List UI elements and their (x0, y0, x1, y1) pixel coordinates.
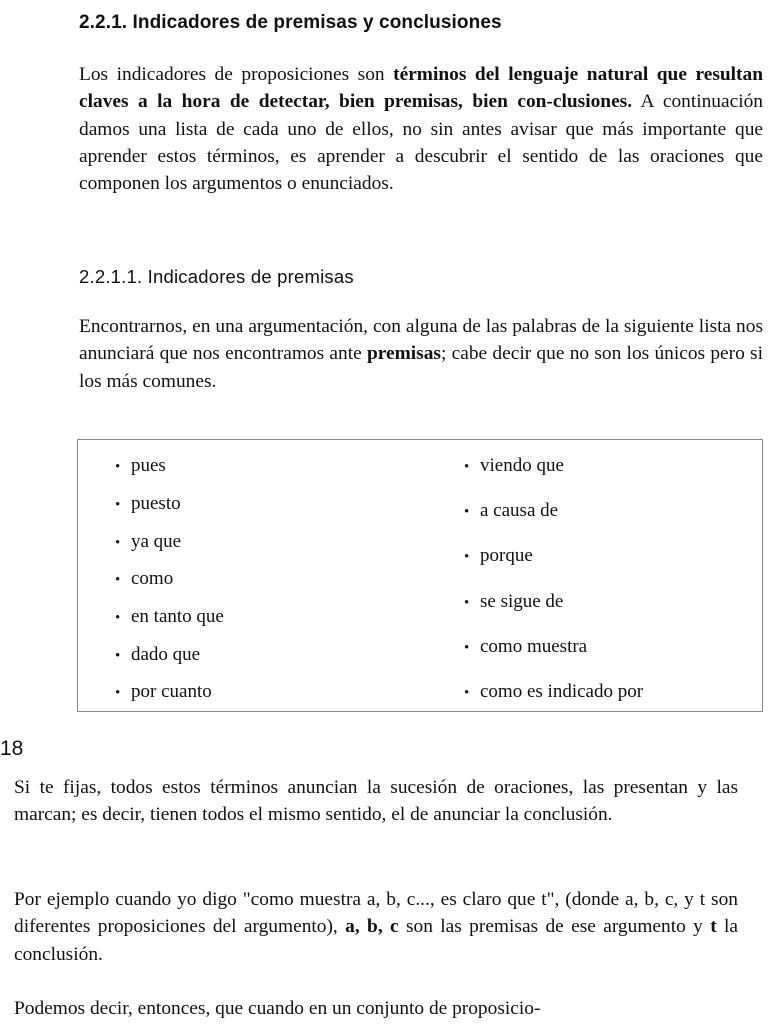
list-item (115, 681, 212, 704)
list-item (115, 455, 166, 478)
lead-bold-text: premisas (367, 343, 441, 365)
list-item (115, 606, 224, 629)
list-item-label: a causa de (480, 500, 559, 521)
intro-paragraph (79, 61, 763, 197)
bullet-icon: • (115, 610, 121, 626)
list-item (115, 493, 181, 516)
intro-text-end: A continuación damos una lista de cada uno de ellos, no sin antes avisar que más importante que aprender estos términos, es aprender a descubrir el sentido de las oraciones que componen los argumentos o enunciados. (79, 91, 763, 195)
lead-text-end: ; cabe decir que no son los únicos pero si los más comunes. (79, 343, 763, 392)
list-item-label: como (131, 568, 174, 589)
bullet-icon: • (115, 497, 121, 513)
intro-text-start: Los indicadores de proposiciones son (79, 64, 394, 85)
example-paragraph (14, 886, 738, 968)
list-item (115, 644, 200, 667)
bullet-icon: • (464, 504, 470, 520)
bullet-icon: • (115, 648, 121, 664)
list-item-label: dado que (131, 644, 201, 665)
bullet-icon: • (464, 640, 470, 656)
list-item-label: viendo que (480, 455, 564, 476)
list-item-label: por cuanto (131, 681, 212, 702)
list-item-label: en tanto que (131, 606, 224, 627)
premise-indicators-box (77, 439, 763, 712)
list-item-label: como muestra (480, 636, 588, 657)
example-text-start: Por ejemplo cuando yo digo "como muestra a, b, c..., es claro que t", (donde a, b, c, y t son diferentes proposiciones del argumento), (14, 889, 738, 938)
section-title: 2.2.1. Indicadores de premisas y conclusiones (79, 12, 502, 33)
list-item-label: porque (480, 545, 533, 566)
list-item-label: como es indicado por (480, 681, 644, 702)
lead-paragraph (79, 313, 763, 395)
bullet-icon: • (464, 595, 470, 611)
subsection-title: 2.2.1.1. Indicadores de premisas (79, 266, 354, 287)
list-item (464, 636, 587, 659)
list-item (464, 591, 563, 614)
list-item (464, 681, 643, 704)
intro-bold-text: términos del lenguaje natural que resultan claves a la hora de detectar, bien premisas, bien con-clusiones. (79, 64, 763, 113)
list-item (115, 568, 173, 591)
bullet-icon: • (115, 459, 121, 475)
example-text-end: la conclusión. (14, 916, 739, 965)
list-item (464, 500, 558, 523)
bullet-icon: • (115, 572, 121, 588)
bullet-icon: • (115, 685, 121, 701)
example-text-middle: son las premisas de ese argumento y (398, 916, 711, 938)
list-item-label: puesto (131, 493, 181, 514)
list-item-label: ya que (131, 531, 182, 552)
bullet-icon: • (464, 685, 470, 701)
premises-bold-text: a, b, c (345, 916, 399, 938)
list-item (464, 455, 564, 478)
list-item-label: se sigue de (480, 591, 564, 612)
closing-paragraph: Podemos decir, entonces, que cuando en un conjunto de proposicio- (14, 998, 541, 1019)
bullet-icon: • (464, 459, 470, 475)
bullet-icon: • (464, 549, 470, 565)
page-number: 18 (0, 737, 24, 760)
list-item (464, 545, 533, 568)
list-item (115, 531, 181, 554)
body-paragraph: Si te fijas, todos estos términos anuncian la sucesión de oraciones, las presentan y las marcan; es decir, tienen todos el mismo sentido, el de anunciar la conclusión. (14, 777, 738, 826)
lead-text-start: Encontrarnos, en una argumentación, con alguna de las palabras de la siguiente lista nos anunciará que nos encontramos ante (79, 316, 763, 365)
list-item-label: pues (131, 455, 166, 476)
bullet-icon: • (115, 535, 121, 551)
conclusion-bold-text: t (710, 916, 717, 938)
